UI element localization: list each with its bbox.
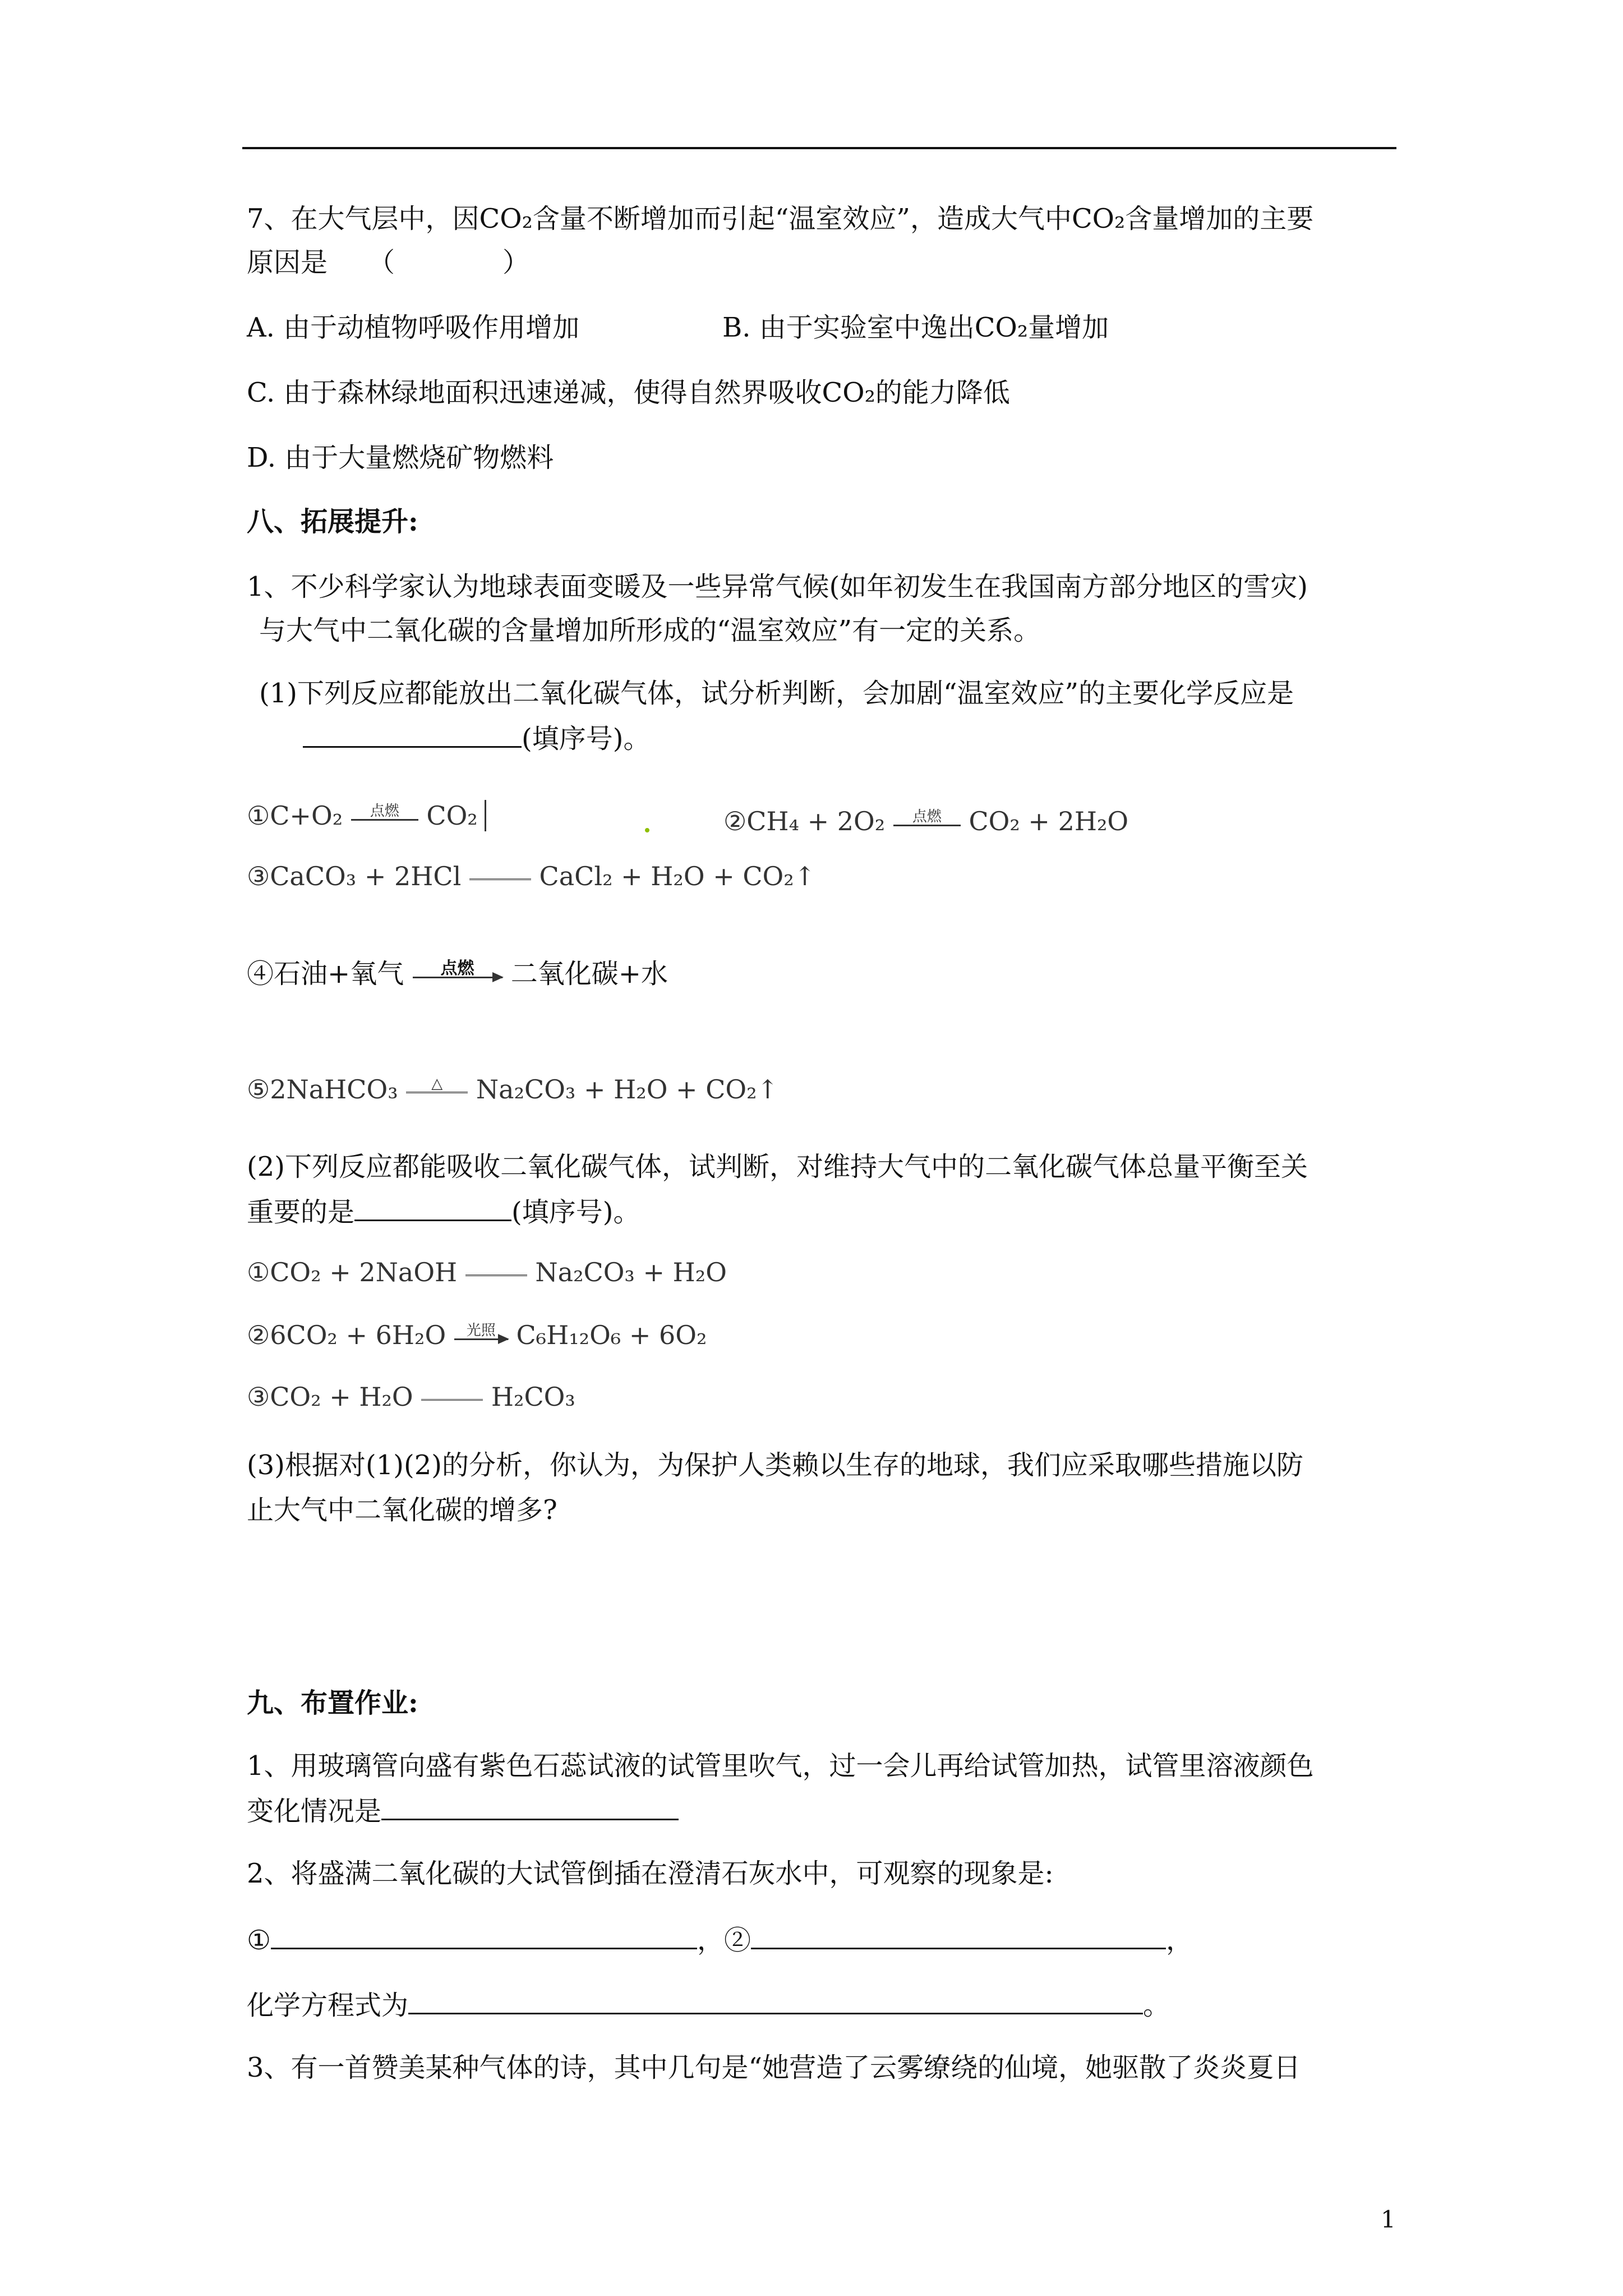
eq4-condition: 点燃 xyxy=(440,959,474,978)
reaction-arrow xyxy=(413,959,502,978)
section9-q3-line1: 3、有一首赞美某种气体的诗，其中几句是“她营造了云雾缭绕的仙境，她驱散了炎炎夏日 xyxy=(247,2052,1301,2083)
equation-1 xyxy=(247,800,486,831)
page-number: 1 xyxy=(1381,2206,1396,2233)
p1-fill-hint: (填序号)。 xyxy=(522,723,651,754)
q1-prefix: 变化情况是 xyxy=(247,1796,382,1827)
q7-line1: 7、在大气层中，因CO₂含量不断增加而引起“温室效应”，造成大气中CO₂含量增加的主要 xyxy=(247,203,1314,234)
equation-6 xyxy=(247,1257,727,1288)
q7-option-d: D. 由于大量燃烧矿物燃料 xyxy=(247,442,554,473)
q7-option-b: B. 由于实验室中逸出CO₂量增加 xyxy=(722,312,1109,343)
answer-blank[interactable] xyxy=(408,1987,1143,2014)
reaction-arrow xyxy=(454,1322,508,1340)
eq2-condition: 点燃 xyxy=(912,808,942,825)
eq3-left: ③CaCO₃ + 2HCl xyxy=(247,861,462,891)
eq5-condition: △ xyxy=(431,1075,443,1092)
eq2-left: ②CH₄ + 2O₂ xyxy=(723,806,886,836)
section8-q1-line1: 1、不少科学家认为地球表面变暖及一些异常气候(如年初发生在我国南方部分地区的雪灾) xyxy=(247,571,1308,602)
eq7-right: C₆H₁₂O₆ + 6O₂ xyxy=(516,1320,707,1350)
eq4-right: 二氧化碳+水 xyxy=(510,958,668,990)
period: 。 xyxy=(1143,1990,1170,2021)
p2-prefix: 重要的是 xyxy=(247,1197,355,1228)
q7-option-c: C. 由于森林绿地面积迅速递减，使得自然界吸收CO₂的能力降低 xyxy=(247,377,1010,408)
eq8-right: H₂CO₃ xyxy=(491,1382,575,1412)
answer-blank[interactable] xyxy=(303,720,522,748)
eq5-right: Na₂CO₃ + H₂O + CO₂↑ xyxy=(476,1074,779,1105)
equation-2 xyxy=(723,806,1128,837)
section9-q2-equation xyxy=(247,1987,1170,2022)
reaction-arrow xyxy=(351,802,418,821)
section8-heading: 八、拓展提升: xyxy=(247,506,418,537)
eq6-left: ①CO₂ + 2NaOH xyxy=(247,1257,458,1287)
section8-p3-line2: 止大气中二氧化碳的增多? xyxy=(247,1494,557,1526)
answer-blank[interactable] xyxy=(751,1922,1166,1949)
section9-q2-line2 xyxy=(247,1922,1193,1957)
equals-sign xyxy=(469,875,531,882)
answer-blank[interactable] xyxy=(271,1922,697,1949)
eq5-left: ⑤2NaHCO₃ xyxy=(247,1074,398,1105)
equals-sign xyxy=(421,1396,483,1402)
section9-q1-line2 xyxy=(247,1793,679,1828)
section8-p3-line1: (3)根据对(1)(2)的分析，你认为，为保护人类赖以生存的地球，我们应采取哪些措施以防 xyxy=(247,1450,1303,1481)
section9-heading: 九、布置作业: xyxy=(247,1687,418,1719)
reaction-arrow xyxy=(406,1075,468,1095)
equation-4 xyxy=(247,958,668,990)
equation-3 xyxy=(247,861,815,892)
reaction-arrow xyxy=(893,808,961,826)
eq1-right: CO₂ xyxy=(426,800,478,831)
q7-line2: 原因是 （ ） xyxy=(247,247,530,278)
circle-1: ① xyxy=(247,1925,271,1956)
eq8-left: ③CO₂ + H₂O xyxy=(247,1382,413,1412)
equation-label: 化学方程式为 xyxy=(247,1990,409,2021)
separator: ，② xyxy=(697,1925,751,1956)
equation-8 xyxy=(247,1381,575,1412)
eq4-left: ④石油+氧气 xyxy=(247,958,404,990)
stray-dot xyxy=(645,828,649,832)
eq3-right: CaCl₂ + H₂O + CO₂↑ xyxy=(539,861,816,891)
eq2-right: CO₂ + 2H₂O xyxy=(969,806,1129,836)
section8-p2-line1: (2)下列反应都能吸收二氧化碳气体，试判断，对维持大气中的二氧化碳气体总量平衡至关 xyxy=(247,1151,1308,1182)
answer-blank[interactable] xyxy=(354,1194,511,1221)
section9-q2-line1: 2、将盛满二氧化碳的大试管倒插在澄清石灰水中，可观察的现象是: xyxy=(247,1858,1054,1889)
q7-option-a: A. 由于动植物呼吸作用增加 xyxy=(247,312,580,343)
equation-7 xyxy=(247,1319,707,1351)
section8-q1-line2: 与大气中二氧化碳的含量增加所形成的“温室效应”有一定的关系。 xyxy=(259,615,1041,646)
section8-p2-line2 xyxy=(247,1194,640,1229)
p2-fill-hint: (填序号)。 xyxy=(511,1197,640,1228)
comma: ， xyxy=(1166,1925,1193,1956)
eq1-condition: 点燃 xyxy=(370,802,399,820)
eq7-condition: 光照 xyxy=(466,1322,496,1339)
answer-blank[interactable] xyxy=(381,1793,679,1820)
equals-sign xyxy=(465,1271,527,1278)
eq6-right: Na₂CO₃ + H₂O xyxy=(535,1257,727,1287)
section8-p1-line2 xyxy=(303,720,650,756)
header-rule xyxy=(242,147,1396,149)
equation-5 xyxy=(247,1074,778,1105)
eq1-left: ①C+O₂ xyxy=(247,800,343,831)
section9-q1-line1: 1、用玻璃管向盛有紫色石蕊试液的试管里吹气，过一会儿再给试管加热，试管里溶液颜色 xyxy=(247,1750,1314,1782)
section8-p1-line1: (1)下列反应都能放出二氧化碳气体，试分析判断，会加剧“温室效应”的主要化学反应是 xyxy=(259,678,1294,709)
eq7-left: ②6CO₂ + 6H₂O xyxy=(247,1320,446,1350)
